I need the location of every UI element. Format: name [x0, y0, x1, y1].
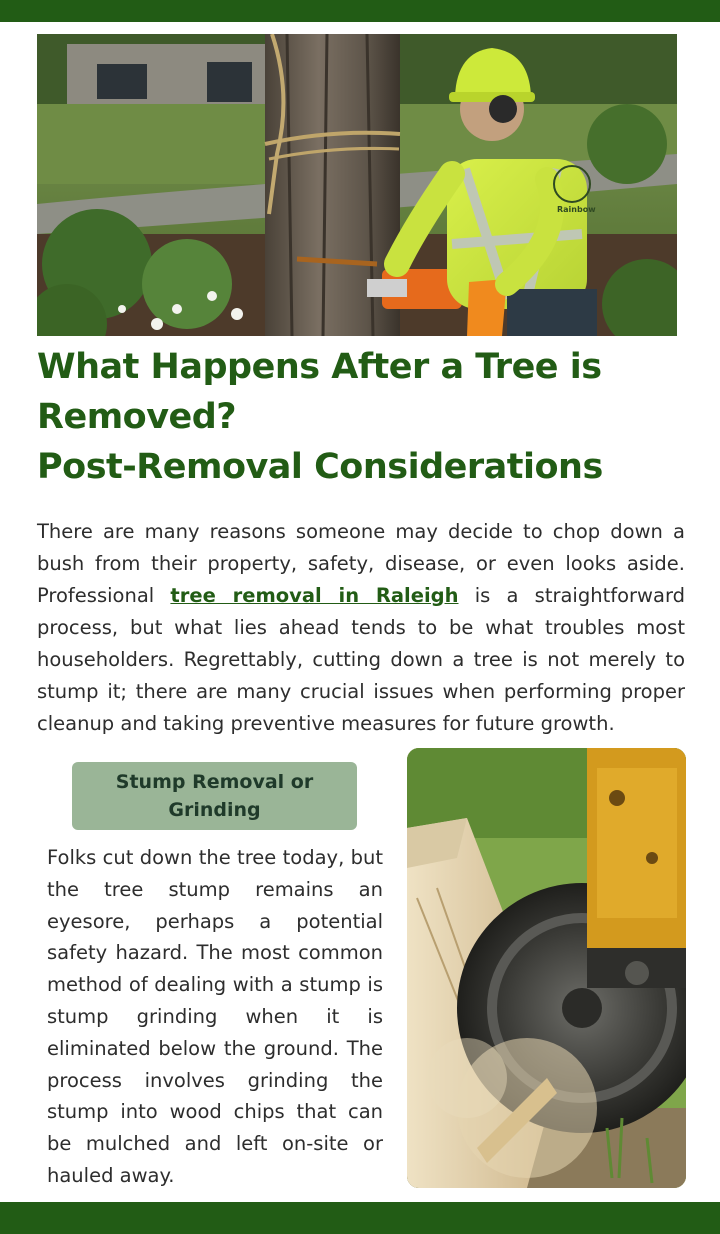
section-heading-box [72, 762, 357, 830]
section-body-paragraph: Folks cut down the tree today, but the tree stump remains an eyesore, perhaps a potential safety hazard. The most common method of dealing with a stump is stump grinding when it is eliminated below the ground. The process involves grinding the stump into wood chips that can be mulched and left on-site or hauled away. [47, 846, 383, 1187]
page-title [37, 342, 687, 492]
top-banner-bar [0, 0, 720, 22]
intro-text-after-link: is a straightforward process, but what lies ahead tends to be what troubles most householders. Regrettably, cutting down a tree is not merely to stump it; there are many crucial issues when performing proper cleanup and taking preventive measures for future growth. [37, 584, 685, 735]
stump-grinder-photo [407, 748, 686, 1188]
intro-paragraph [37, 516, 685, 740]
hero-photo-arborist-cutting-tree [37, 34, 677, 336]
intro-text-before-link: There are many reasons someone may decide to chop down a bush from their property, safety, disease, or even looks aside. Professional [37, 520, 685, 607]
hero-shirt-logo-text: Rainbow [557, 205, 596, 214]
title-line-1: What Happens After a Tree is [37, 347, 602, 387]
tree-removal-raleigh-link[interactable]: tree removal in Raleigh [170, 584, 459, 607]
title-line-2: Removed? [37, 397, 237, 437]
section-heading: Stump Removal or Grinding [115, 771, 314, 821]
bottom-banner-bar [0, 1202, 720, 1234]
title-line-3: Post-Removal Considerations [37, 447, 603, 487]
